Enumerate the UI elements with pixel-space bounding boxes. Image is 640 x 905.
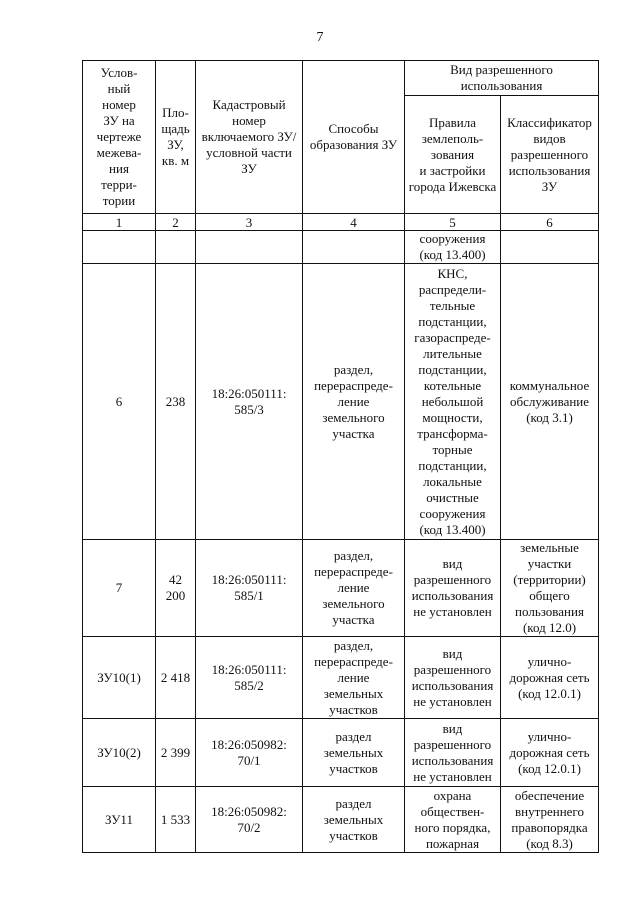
cell-use-classifier: земельные участки (территории) общего пользования (код 12.0) xyxy=(501,540,599,637)
cell-area: 1 533 xyxy=(156,787,196,853)
table-row xyxy=(83,264,599,540)
cell-plot-number: ЗУ10(1) xyxy=(83,637,156,719)
cell-zoning-rules: вид разрешенного использования не установлен xyxy=(405,540,501,637)
cell-plot-number: ЗУ11 xyxy=(83,787,156,853)
table-row xyxy=(83,637,599,719)
header-use-classifier: Классификатор видов разрешенного использования ЗУ xyxy=(501,96,599,214)
cell-cadastral-number xyxy=(196,231,303,264)
cell-zoning-rules: вид разрешенного использования не установлен xyxy=(405,637,501,719)
header-area: Пло- щадь ЗУ, кв. м xyxy=(156,61,196,214)
header-plot-number: Услов- ный номер ЗУ на чертеже межева- ния терри- тории xyxy=(83,61,156,214)
cell-zoning-rules: вид разрешенного использования не установлен xyxy=(405,719,501,787)
cell-use-classifier: улично- дорожная сеть (код 12.0.1) xyxy=(501,719,599,787)
cell-cadastral-number: 18:26:050982: 70/1 xyxy=(196,719,303,787)
cell-plot-number xyxy=(83,231,156,264)
column-number: 3 xyxy=(196,214,303,231)
header-cadastral-number: Кадастровый номер включаемого ЗУ/ условной части ЗУ xyxy=(196,61,303,214)
cell-area: 2 399 xyxy=(156,719,196,787)
cell-formation-method xyxy=(303,231,405,264)
cell-area: 238 xyxy=(156,264,196,540)
cell-use-classifier: улично- дорожная сеть (код 12.0.1) xyxy=(501,637,599,719)
column-number: 4 xyxy=(303,214,405,231)
cell-plot-number: 7 xyxy=(83,540,156,637)
cell-area xyxy=(156,231,196,264)
column-number: 6 xyxy=(501,214,599,231)
cell-area: 2 418 xyxy=(156,637,196,719)
cell-cadastral-number: 18:26:050111: 585/2 xyxy=(196,637,303,719)
cell-formation-method: раздел, перераспреде- ление земельного участка xyxy=(303,540,405,637)
cell-formation-method: раздел, перераспреде- ление земельного участка xyxy=(303,264,405,540)
cell-zoning-rules: сооружения (код 13.400) xyxy=(405,231,501,264)
header-permitted-use: Вид разрешенного использования xyxy=(405,61,599,96)
column-number: 1 xyxy=(83,214,156,231)
cell-use-classifier xyxy=(501,231,599,264)
column-numbers-row xyxy=(83,214,599,231)
page-number: 7 xyxy=(316,30,324,45)
table-row xyxy=(83,787,599,853)
land-plots-table xyxy=(82,60,599,853)
cell-formation-method: раздел земельных участков xyxy=(303,787,405,853)
cell-use-classifier: обеспечение внутреннего правопорядка (код 8.3) xyxy=(501,787,599,853)
cell-formation-method: раздел, перераспреде- ление земельных участков xyxy=(303,637,405,719)
table-row xyxy=(83,231,599,264)
cell-use-classifier: коммунальное обслуживание (код 3.1) xyxy=(501,264,599,540)
header-zoning-rules: Правила землеполь- зования и застройки города Ижевска xyxy=(405,96,501,214)
header-formation-method: Способы образования ЗУ xyxy=(303,61,405,214)
cell-cadastral-number: 18:26:050982: 70/2 xyxy=(196,787,303,853)
cell-zoning-rules: охрана обществен- ного порядка, пожарная xyxy=(405,787,501,853)
table-row xyxy=(83,719,599,787)
cell-cadastral-number: 18:26:050111: 585/3 xyxy=(196,264,303,540)
table-row xyxy=(83,540,599,637)
column-number: 5 xyxy=(405,214,501,231)
cell-zoning-rules: КНС, распредели- тельные подстанции, газораспреде- лительные подстанции, котельные небольшой мощности, трансформа- торные подстанции, локальные очистные сооружения (код 13.400) xyxy=(405,264,501,540)
cell-plot-number: ЗУ10(2) xyxy=(83,719,156,787)
cell-cadastral-number: 18:26:050111: 585/1 xyxy=(196,540,303,637)
column-number: 2 xyxy=(156,214,196,231)
cell-formation-method: раздел земельных участков xyxy=(303,719,405,787)
cell-area: 42 200 xyxy=(156,540,196,637)
header-row-1 xyxy=(83,61,599,96)
cell-plot-number: 6 xyxy=(83,264,156,540)
